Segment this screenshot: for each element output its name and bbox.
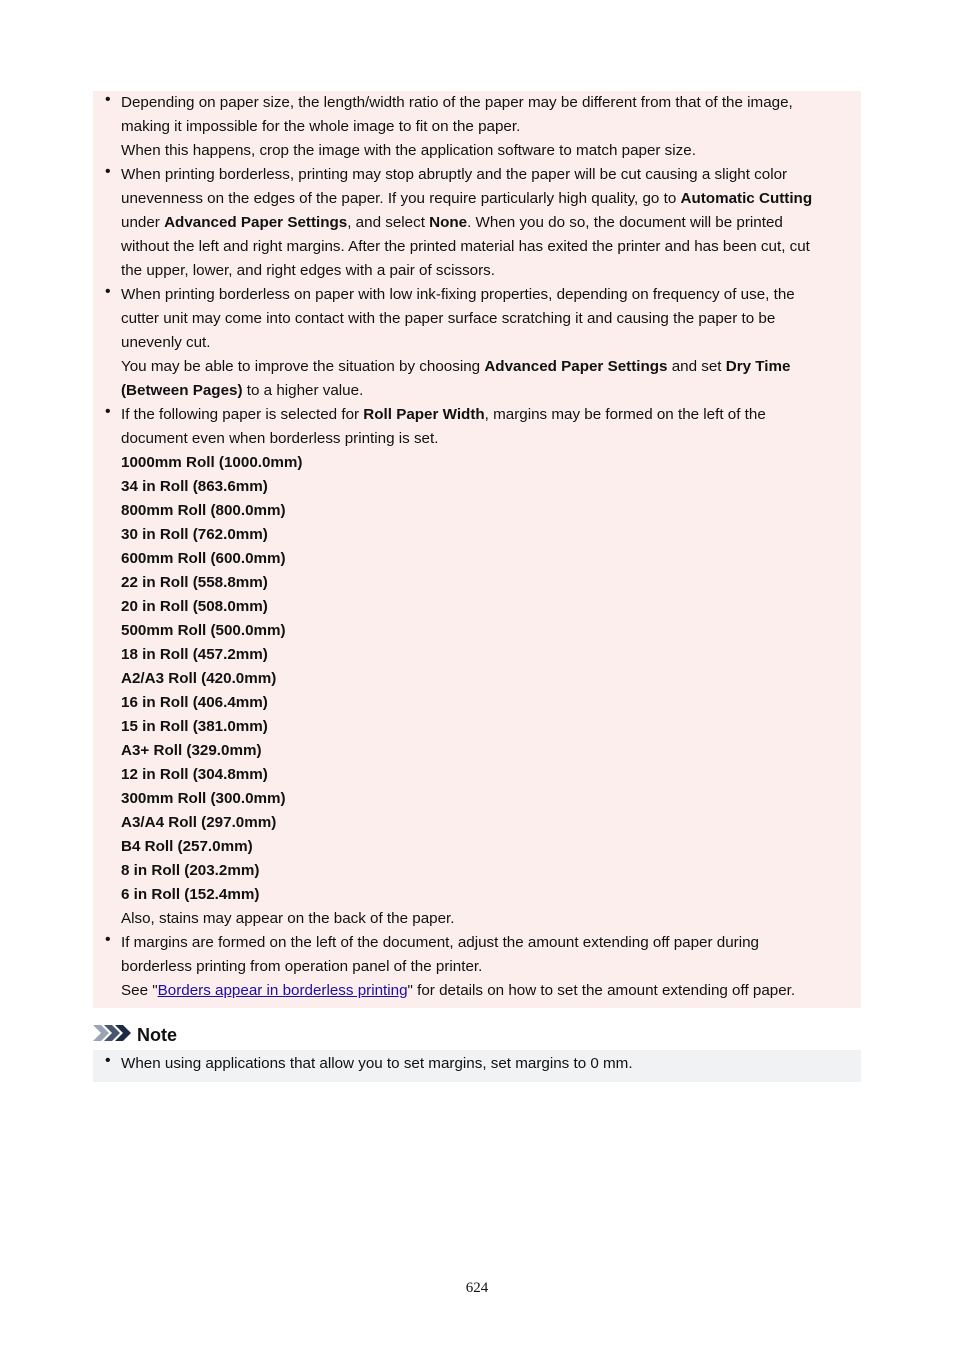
text-line	[121, 475, 861, 499]
text-segment: and set	[667, 358, 726, 375]
text-segment: Also, stains may appear on the back of the paper.	[121, 910, 455, 927]
bold-term: 15 in Roll (381.0mm)	[121, 718, 268, 735]
text-line	[121, 763, 861, 787]
text-line	[121, 163, 861, 187]
bold-term: 20 in Roll (508.0mm)	[121, 598, 268, 615]
bold-term: 1000mm Roll (1000.0mm)	[121, 454, 303, 471]
bold-term: 300mm Roll (300.0mm)	[121, 790, 286, 807]
list-item	[93, 91, 861, 163]
text-line	[121, 379, 861, 403]
text-line	[121, 283, 861, 307]
note-chevron-icon	[93, 1025, 131, 1046]
text-segment: You may be able to improve the situation by choosing	[121, 358, 485, 375]
bold-term: Automatic Cutting	[680, 190, 813, 207]
text-segment: cutter unit may come into contact with the paper surface scratching it and causing the paper to be	[121, 310, 776, 327]
list-item	[93, 163, 861, 283]
text-line	[121, 955, 861, 979]
note-box	[93, 1050, 861, 1082]
text-line	[121, 787, 861, 811]
bold-term: 16 in Roll (406.4mm)	[121, 694, 268, 711]
text-line	[121, 547, 861, 571]
text-line	[121, 643, 861, 667]
text-line	[121, 859, 861, 883]
bold-term: A3+ Roll (329.0mm)	[121, 742, 262, 759]
text-line	[121, 451, 861, 475]
bold-term: 30 in Roll (762.0mm)	[121, 526, 268, 543]
borders-link[interactable]: Borders appear in borderless printing	[157, 982, 408, 999]
bold-term: 12 in Roll (304.8mm)	[121, 766, 268, 783]
text-line	[121, 331, 861, 355]
note-title: Note	[137, 1024, 177, 1045]
text-segment: under	[121, 214, 165, 231]
text-segment: making it impossible for the whole image to fit on the paper.	[121, 118, 521, 135]
text-line	[121, 691, 861, 715]
text-segment: If the following paper is selected for	[121, 406, 364, 423]
bold-term: (Between Pages)	[121, 382, 243, 399]
text-segment: without the left and right margins. After the printed material has exited the printer and has been cut, cut	[121, 238, 810, 255]
text-line	[121, 403, 861, 427]
bullet-icon: •	[105, 931, 111, 948]
text-line	[121, 931, 861, 955]
text-line	[121, 979, 861, 1003]
text-segment: unevenness on the edges of the paper. If you require particularly high quality, go to	[121, 190, 681, 207]
text-segment: When printing borderless, printing may stop abruptly and the paper will be cut causing a slight color	[121, 166, 788, 183]
page-number: 624	[465, 1280, 489, 1296]
bold-term: A3/A4 Roll (297.0mm)	[121, 814, 277, 831]
text-line	[121, 499, 861, 523]
note-list	[93, 1052, 861, 1076]
text-line	[121, 667, 861, 691]
text-line	[121, 715, 861, 739]
caution-list	[93, 91, 861, 1003]
text-line	[121, 907, 861, 931]
bold-term: 22 in Roll (558.8mm)	[121, 574, 268, 591]
list-item	[93, 931, 861, 1003]
caution-box	[93, 91, 861, 1008]
bullet-icon: •	[105, 163, 111, 180]
bold-term: None	[429, 214, 468, 231]
text-segment: the upper, lower, and right edges with a pair of scissors.	[121, 262, 495, 279]
note-heading	[93, 1022, 177, 1048]
list-item	[93, 403, 861, 931]
text-segment: When printing borderless on paper with low ink-fixing properties, depending on frequency of use, the	[121, 286, 795, 303]
text-line	[121, 235, 861, 259]
text-line	[121, 259, 861, 283]
list-item	[93, 283, 861, 403]
text-line	[121, 595, 861, 619]
text-line	[121, 739, 861, 763]
bullet-icon: •	[105, 1052, 111, 1069]
bold-term: 800mm Roll (800.0mm)	[121, 502, 286, 519]
bullet-icon: •	[105, 91, 111, 108]
bold-term: Roll Paper Width	[363, 406, 485, 423]
text-line	[121, 1052, 861, 1076]
bold-term: 600mm Roll (600.0mm)	[121, 550, 286, 567]
text-segment: If margins are formed on the left of the document, adjust the amount extending off paper during	[121, 934, 759, 951]
text-segment: borderless printing from operation panel of the printer.	[121, 958, 483, 975]
text-line	[121, 211, 861, 235]
bold-term: 18 in Roll (457.2mm)	[121, 646, 268, 663]
text-segment: document even when borderless printing is set.	[121, 430, 439, 447]
text-line	[121, 571, 861, 595]
text-segment: , and select	[347, 214, 430, 231]
text-segment: When this happens, crop the image with the application software to match paper size.	[121, 142, 696, 159]
text-segment: When using applications that allow you to set margins, set margins to 0 mm.	[121, 1055, 633, 1072]
text-line	[121, 139, 861, 163]
bold-term: 6 in Roll (152.4mm)	[121, 886, 260, 903]
bold-term: 34 in Roll (863.6mm)	[121, 478, 268, 495]
bold-term: A2/A3 Roll (420.0mm)	[121, 670, 277, 687]
bold-term: Advanced Paper Settings	[164, 214, 348, 231]
bold-term: B4 Roll (257.0mm)	[121, 838, 253, 855]
list-item	[93, 1052, 861, 1076]
text-line	[121, 619, 861, 643]
text-segment: . When you do so, the document will be printed	[467, 214, 783, 231]
text-line	[121, 835, 861, 859]
text-line	[121, 115, 861, 139]
bullet-icon: •	[105, 403, 111, 420]
bullet-icon: •	[105, 283, 111, 300]
text-line	[121, 91, 861, 115]
bold-term: Advanced Paper Settings	[484, 358, 668, 375]
text-segment: See "	[121, 982, 158, 999]
text-line	[121, 811, 861, 835]
text-segment: Depending on paper size, the length/width ratio of the paper may be different from that of the image,	[121, 94, 793, 111]
text-line	[121, 427, 861, 451]
bold-term: Dry Time	[725, 358, 791, 375]
text-line	[121, 523, 861, 547]
text-segment: unevenly cut.	[121, 334, 211, 351]
bold-term: 8 in Roll (203.2mm)	[121, 862, 260, 879]
bold-term: 500mm Roll (500.0mm)	[121, 622, 286, 639]
text-segment: to a higher value.	[242, 382, 364, 399]
text-segment: " for details on how to set the amount extending off paper.	[407, 982, 796, 999]
text-line	[121, 307, 861, 331]
text-line	[121, 355, 861, 379]
text-line	[121, 187, 861, 211]
text-line	[121, 883, 861, 907]
text-segment: , margins may be formed on the left of the	[484, 406, 766, 423]
